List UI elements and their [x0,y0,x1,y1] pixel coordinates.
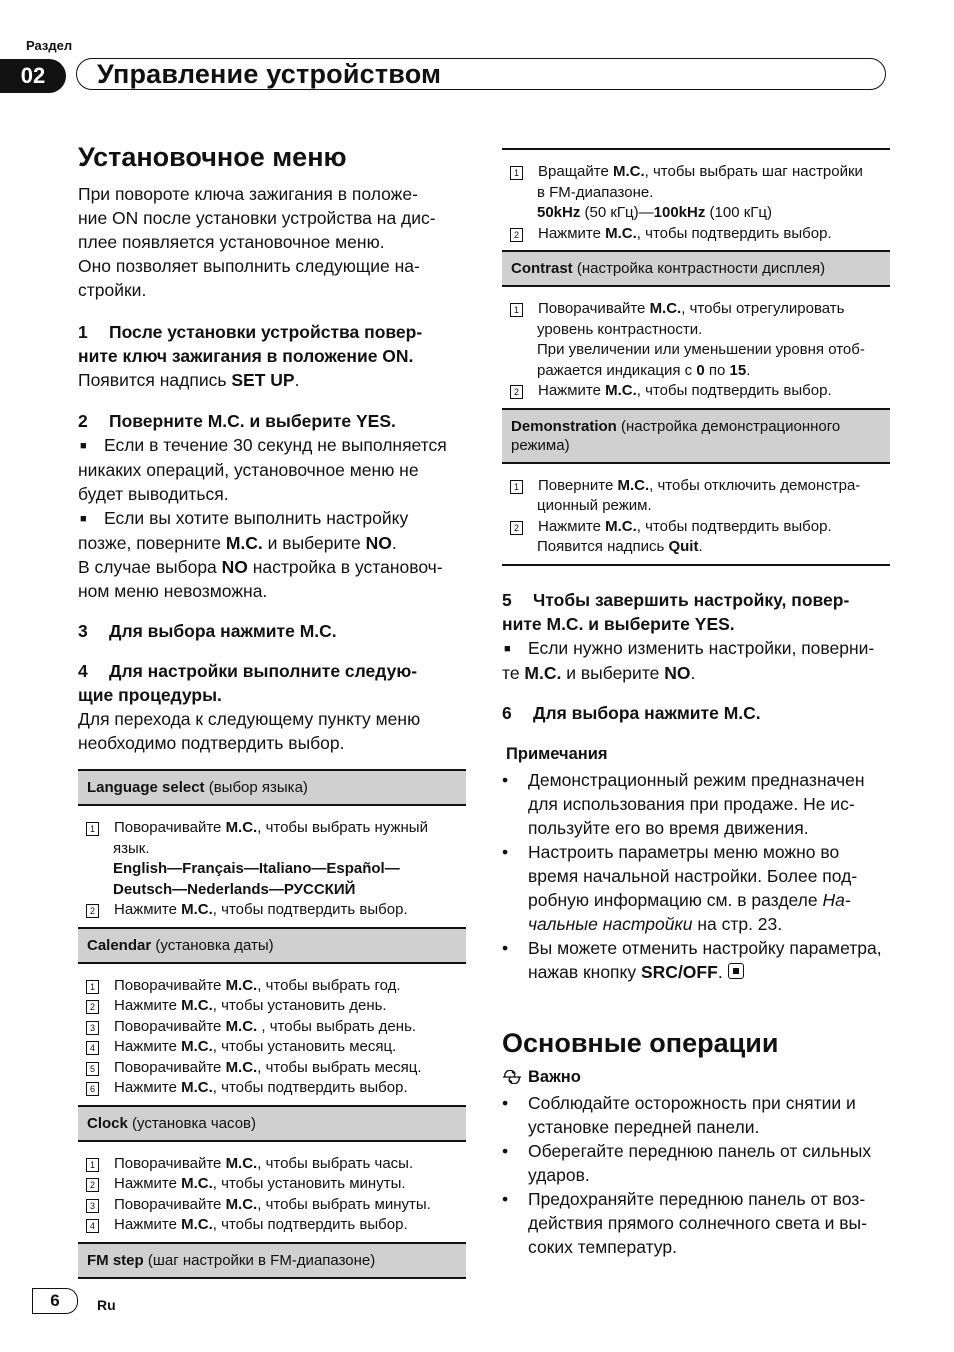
procedure-row: 1 Поворачивайте M.C., чтобы выбрать год. [86,976,466,997]
section-label: Раздел [26,38,73,53]
left-column [78,140,466,1279]
step-1 [78,320,466,368]
text-line: никаких операций, установочное меню не [78,460,419,480]
step-text: Для выбора нажмите M.C. [533,702,761,723]
chapter-number-badge: 02 [0,59,66,93]
step-text: ните M.C. и выберите YES. [502,613,735,634]
important-heading [502,1068,890,1087]
clock-body [78,1142,466,1244]
notes-title: Примечания [506,744,608,763]
procedure-row: 3 Поворачивайте M.C., чтобы выбрать минуты. [86,1195,466,1216]
procedure-row: 2 Нажмите M.C., чтобы подтвердить выбор. [510,224,890,245]
fm-step-options: 50kHz (50 кГц)—100kHz (100 кГц) [537,204,772,221]
text-line: те M.C. и выберите NO. [502,662,696,683]
calendar-header: Calendar (установка даты) [78,929,466,964]
intro-line: При повороте ключа зажигания в положе- [78,184,418,204]
step-1-note: Появится надпись SET UP. [78,370,300,390]
step-text: Чтобы завершить настройку, повер- [533,589,850,610]
important-item: • Оберегайте переднюю панель от сильных ударов. [502,1139,890,1187]
step-text: Поверните M.C. и выберите YES. [109,411,396,431]
calendar-body [78,964,466,1107]
step-2-bullet-1: ■ Если в течение 30 секунд не выполняется [80,435,447,455]
intro-line: ние ON после установки устройства на дис- [78,208,436,228]
text-line: ционный режим. [537,497,652,514]
text-line: в FM-диапазоне. [537,183,654,201]
procedure-row: 3 Поворачивайте M.C. , чтобы выбрать день. [86,1017,466,1038]
language-select-header: Language select (выбор языка) [78,769,466,806]
procedure-row: 2 Нажмите M.C., чтобы установить день. [86,996,466,1017]
procedure-row: 2 Нажмите M.C., чтобы подтвердить выбор. [510,517,890,538]
text-line: Для перехода к следующему пункту меню [78,709,421,729]
procedure-row: 4 Нажмите M.C., чтобы установить месяц. [86,1037,466,1058]
procedure-row: 2 Нажмите M.C., чтобы подтвердить выбор. [510,381,890,402]
basic-operations-title: Основные операции [502,1027,779,1058]
step-number: 4 [78,661,88,681]
intro-line: Оно позволяет выполнить следующие на- [78,256,420,276]
text-line: В случае выбора NO настройка в установоч- [78,557,443,577]
chapter-title: Управление устройством [97,58,442,89]
note-item: • Демонстрационный режим предназначен для использования при продаже. Не ис-пользуйте его во время движения. [502,768,890,840]
important-list [502,1091,890,1259]
step-text: Для выбора нажмите M.C. [109,621,337,641]
procedure-row: 4 Нажмите M.C., чтобы подтвердить выбор. [86,1215,466,1236]
step-number: 2 [78,411,88,431]
step-text: После установки устройства повер- [109,322,423,342]
step-2 [78,409,466,433]
procedure-row: 2 Нажмите M.C., чтобы установить минуты. [86,1174,466,1195]
important-item: • Предохраняйте переднюю панель от воз-действия прямого солнечного света и вы-соких температур. [502,1187,890,1259]
demonstration-header: Demonstration (настройка демонстрационного режима) [502,410,890,464]
step-6 [502,701,890,725]
step-text: Для настройки выполните следую- [109,661,418,681]
text-line: уровень контрастности. [537,320,703,338]
language-options: English—Français—Italiano—Español— [113,860,400,877]
step-number: 6 [502,702,512,723]
step-5 [502,588,890,636]
clock-header: Clock (установка часов) [78,1107,466,1142]
step-number: 5 [502,589,512,610]
text-line: ражается индикация с 0 по 15. [537,361,751,379]
procedure-row: 1 Поворачивайте M.C., чтобы выбрать нужный [86,818,466,839]
intro-line: стройки. [78,280,147,300]
text-line: При увеличении или уменьшении уровня отоб- [537,341,865,358]
text-line: ном меню невозможна. [78,581,268,601]
page-number: 6 [32,1288,78,1314]
step-3 [78,619,466,643]
note-item: • Вы можете отменить настройку параметра, нажав кнопку SRC/OFF. [502,936,890,984]
note-item: • Настроить параметры меню можно во время начальной настройки. Более под-робную информацию см. в разделе На-чальные настройки на стр. 23. [502,840,890,936]
important-icon [502,1070,522,1084]
step-number: 3 [78,621,88,641]
procedure-row: 1 Поверните M.C., чтобы отключить демонстра- [510,476,890,497]
text-line: необходимо подтвердить выбор. [78,733,345,753]
step-5-bullet: ■ Если нужно изменить настройки, поверни- [504,637,875,658]
text-line: будет выводиться. [78,484,229,504]
intro-line: плее появляется установочное меню. [78,232,385,252]
procedure-row: 6 Нажмите M.C., чтобы подтвердить выбор. [86,1078,466,1099]
procedure-row: 2 Нажмите M.C., чтобы подтвердить выбор. [86,900,466,921]
procedure-row: 1 Поворачивайте M.C., чтобы выбрать часы. [86,1154,466,1175]
text-line: Появится надпись Quit. [537,538,703,555]
fm-step-body [502,148,890,252]
step-4 [78,659,466,707]
text-line: язык. [113,839,150,857]
text-line: позже, поверните M.C. и выберите NO. [78,533,397,553]
end-of-section-icon [728,963,744,979]
procedure-row: 5 Поворачивайте M.C., чтобы выбрать месяц. [86,1058,466,1079]
language-select-body [78,806,466,929]
fm-step-header: FM step (шаг настройки в FM-диапазоне) [78,1244,466,1279]
step-text: ните ключ зажигания в положение ON. [78,346,414,366]
language-options: Deutsch—Nederlands—РУССКИЙ [113,880,356,898]
right-column [502,148,890,1259]
demonstration-body [502,464,890,566]
procedure-row: 1 Поворачивайте M.C., чтобы отрегулировать [510,299,890,320]
procedure-row: 1 Вращайте M.C., чтобы выбрать шаг настройки [510,162,890,183]
contrast-header: Contrast (настройка контрастности дисплея) [502,252,890,287]
chapter-title-box [76,58,886,90]
contrast-body [502,287,890,410]
important-label: Важно [528,1067,581,1086]
step-number: 1 [78,322,88,342]
intro-paragraph [78,182,466,302]
step-2-bullet-2: ■ Если вы хотите выполнить настройку [80,508,409,528]
step-text: щие процедуры. [78,685,222,705]
language-code: Ru [97,1297,116,1313]
notes-list [502,768,890,984]
setup-menu-title: Установочное меню [78,142,347,172]
important-item: • Соблюдайте осторожность при снятии и установке передней панели. [502,1091,890,1139]
